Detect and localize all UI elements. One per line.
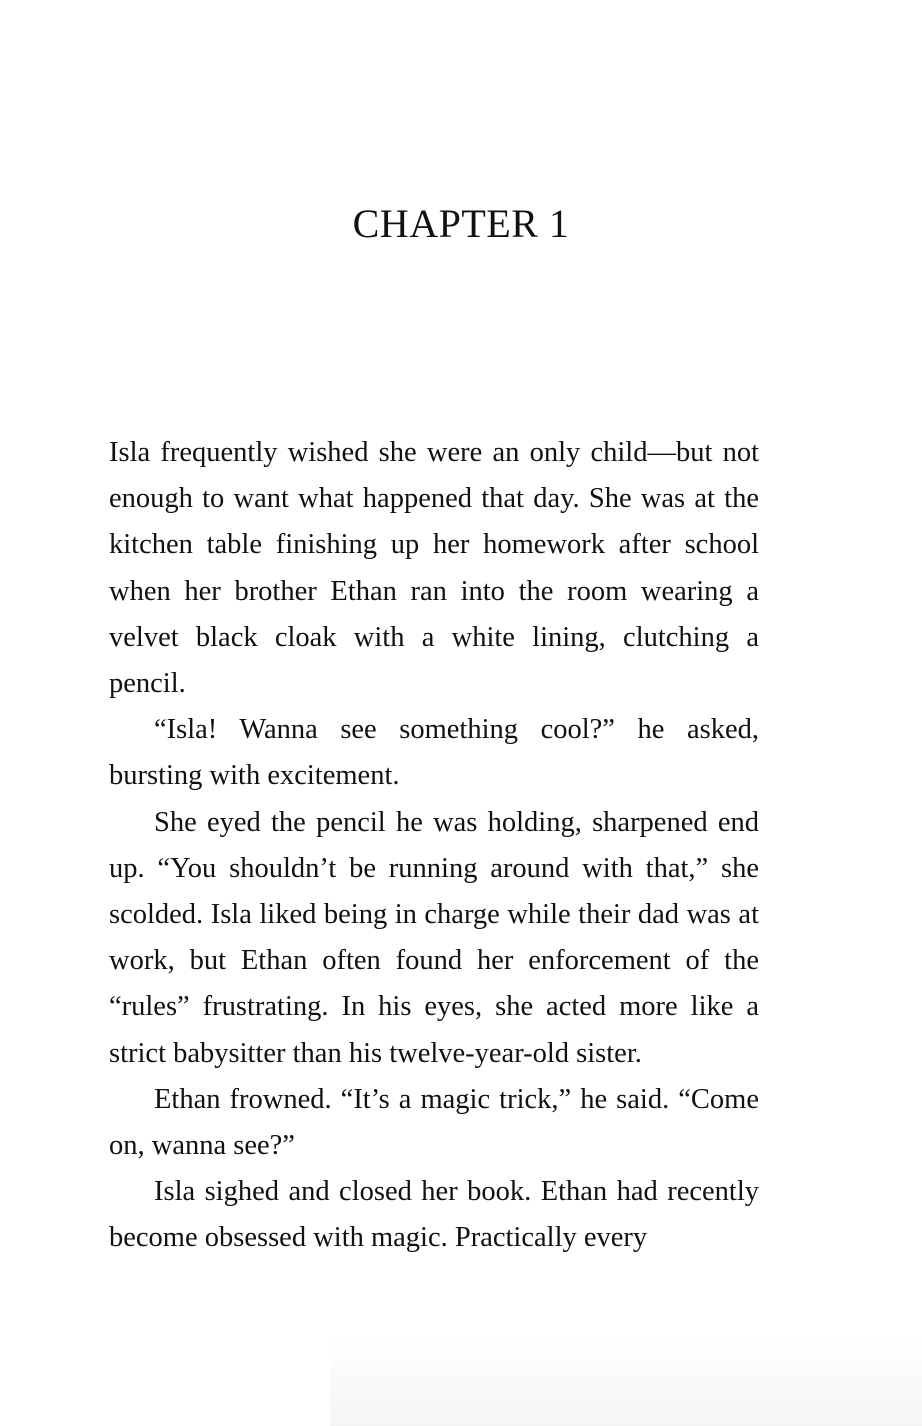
chapter-heading: CHAPTER 1 <box>352 201 570 246</box>
paragraph-1: Isla frequently wished she were an only child—but not enough to want what happened that day. She was at the kitchen table finishing up her homework after school when her brother Ethan ran into the room wearing a velvet black cloak with a white lining, clutching a pencil. <box>109 437 759 700</box>
paragraph-3: She eyed the pencil he was holding, sharpened end up. “You shouldn’t be running around with that,” she scolded. Isla liked being in charge while their dad was at work, but Ethan often found her enforcement of the “rules” frustrating. In his eyes, she acted more like a strict babysitter than his twelve-year-old sister. <box>109 806 759 1069</box>
page-shadow <box>330 1336 922 1426</box>
paragraph-4: Ethan frowned. “It’s a magic trick,” he said. “Come on, wanna see?” <box>109 1083 759 1162</box>
paragraph-2: “Isla! Wanna see something cool?” he asked, bursting with excitement. <box>109 714 759 792</box>
chapter-body <box>109 430 759 1262</box>
paragraph-5: Isla sighed and closed her book. Ethan had recently become obsessed with magic. Practically every <box>109 1176 759 1254</box>
